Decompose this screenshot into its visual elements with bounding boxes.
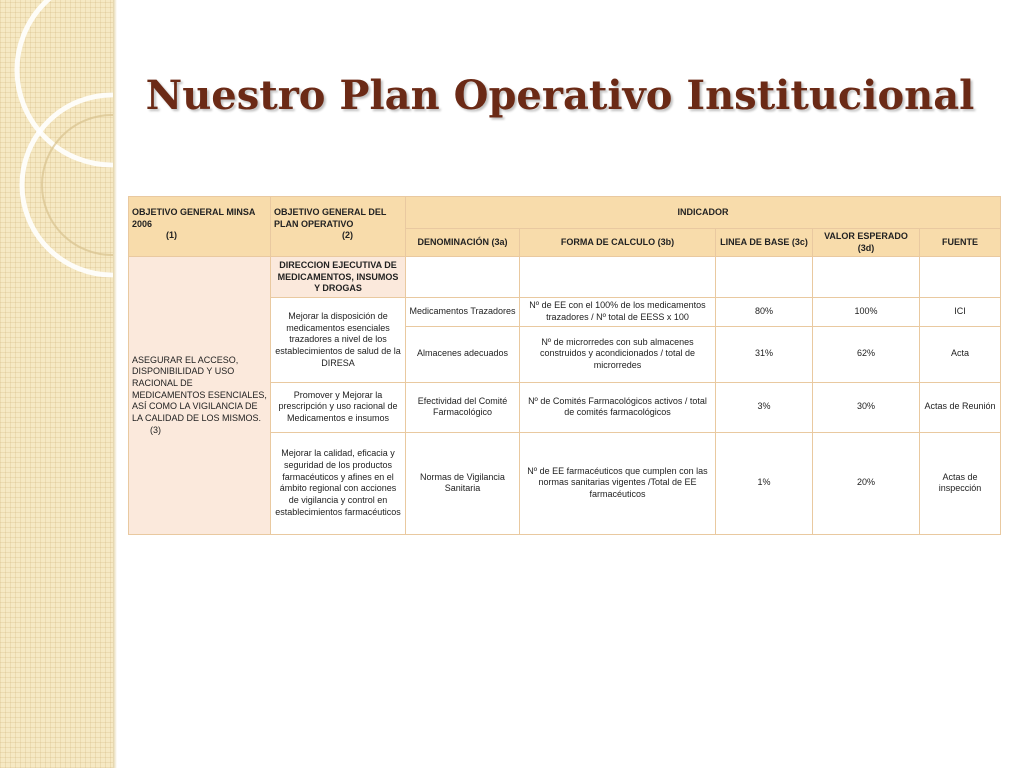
fuente-cell: Actas de inspección: [920, 432, 1001, 534]
header-forma-calculo: FORMA DE CALCULO (3b): [520, 229, 716, 257]
decorative-sidebar: [0, 0, 113, 768]
plan-table: [128, 196, 1001, 535]
objetivo-general-cell: ASEGURAR EL ACCESO, DISPONIBILIDAD Y USO RACIONAL DE MEDICAMENTOS ESENCIALES, ASÍ COMO LA VIGILANCIA DE LA CALIDAD DE LOS MISMOS. (3): [129, 257, 271, 534]
fuente-cell: ICI: [920, 298, 1001, 326]
header-objetivo-minsa: OBJETIVO GENERAL MINSA 2006 (1): [129, 197, 271, 257]
objetivo-plan-2: Promover y Mejorar la prescripción y uso racional de Medicamentos e insumos: [271, 382, 406, 432]
header-objetivo-plan: OBJETIVO GENERAL DEL PLAN OPERATIVO (2): [271, 197, 406, 257]
empty-cell: [716, 257, 813, 298]
header-valor-esperado: VALOR ESPERADO (3d): [813, 229, 920, 257]
direccion-cell: DIRECCION EJECUTIVA DE MEDICAMENTOS, INSUMOS Y DROGAS: [271, 257, 406, 298]
decorative-circles: [0, 0, 113, 768]
empty-cell: [520, 257, 716, 298]
valor-esperado-cell: 20%: [813, 432, 920, 534]
valor-esperado-cell: 30%: [813, 382, 920, 432]
denominacion-cell: Efectividad del Comité Farmacológico: [406, 382, 520, 432]
forma-calculo-cell: Nº de EE farmacéuticos que cumplen con las normas sanitarias vigentes /Total de EE farmacéuticos: [520, 432, 716, 534]
linea-base-cell: 80%: [716, 298, 813, 326]
denominacion-cell: Medicamentos Trazadores: [406, 298, 520, 326]
valor-esperado-cell: 100%: [813, 298, 920, 326]
linea-base-cell: 3%: [716, 382, 813, 432]
empty-cell: [813, 257, 920, 298]
sidebar-edge: [113, 0, 117, 768]
forma-calculo-cell: Nº de EE con el 100% de los medicamentos trazadores / Nº total de EESS x 100: [520, 298, 716, 326]
linea-base-cell: 1%: [716, 432, 813, 534]
fuente-cell: Acta: [920, 326, 1001, 382]
fuente-cell: Actas de Reunión: [920, 382, 1001, 432]
header-denominacion: DENOMINACIÓN (3a): [406, 229, 520, 257]
empty-cell: [920, 257, 1001, 298]
empty-cell: [406, 257, 520, 298]
objetivo-plan-3: Mejorar la calidad, eficacia y seguridad de los productos farmacéuticos y afines en el ámbito regional con acciones de vigilancia y control en establecimientos farmacéuticos: [271, 432, 406, 534]
header-linea-base: LINEA DE BASE (3c): [716, 229, 813, 257]
valor-esperado-cell: 62%: [813, 326, 920, 382]
denominacion-cell: Almacenes adecuados: [406, 326, 520, 382]
denominacion-cell: Normas de Vigilancia Sanitaria: [406, 432, 520, 534]
forma-calculo-cell: Nº de microrredes con sub almacenes construidos y acondicionados / total de microrredes: [520, 326, 716, 382]
slide-title: Nuestro Plan Operativo Institucional: [145, 72, 975, 119]
header-indicador: INDICADOR: [406, 197, 1001, 229]
header-fuente: FUENTE: [920, 229, 1001, 257]
objetivo-plan-1: Mejorar la disposición de medicamentos esenciales trazadores a nivel de los establecimientos de salud de la DIRESA: [271, 298, 406, 382]
forma-calculo-cell: Nº de Comités Farmacológicos activos / total de comités farmacológicos: [520, 382, 716, 432]
linea-base-cell: 31%: [716, 326, 813, 382]
